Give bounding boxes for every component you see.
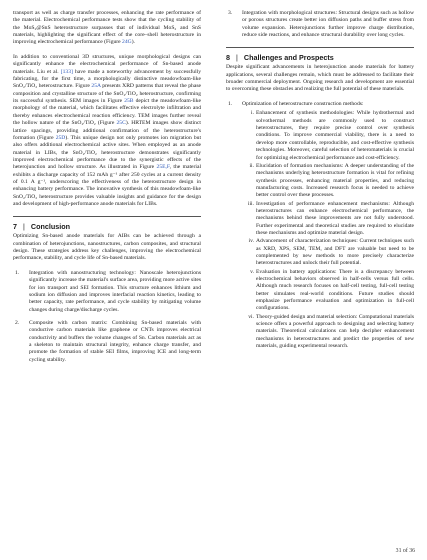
list-item-number: 2. bbox=[15, 320, 20, 327]
text-run: ). HRTEM images show distinct lattice spacings, providing additional confirmation of the heterostructure's formation (Figure bbox=[13, 120, 201, 141]
list-item-title: Optimization of heterostructure construction methods: bbox=[242, 101, 364, 108]
section-heading-challenges bbox=[226, 47, 414, 62]
sub-item-text: Elucidation of formation mechanisms: A deeper understanding of the mechanisms underlying heterostructure formation is vital for refining synthesis processes, enhancing material properties, and reducing manufacturing costs. Increased research focus is needed to achieve better control over these processes. bbox=[256, 162, 414, 199]
section-heading-conclusion bbox=[13, 216, 201, 231]
paragraph-meadowfoam bbox=[13, 54, 201, 208]
right-column bbox=[226, 10, 414, 356]
section-divider: | bbox=[23, 222, 25, 232]
sub-item-text: Investigation of performance enhancement mechanisms: Although heterostructures can enhance electrochemical performance, the mechanisms behind these improvements are not fully understood. Further experimental and theoretical studies are required to elucidate these mechanisms and optimize material design. bbox=[256, 200, 414, 236]
challenges-list bbox=[226, 101, 414, 350]
section-number: 7 bbox=[13, 222, 17, 232]
text-run: In addition to conventional 3D structures, unique morphological designs can significantly enhance the electrochemical performance of Sn-based anode materials. Liu et al. bbox=[13, 54, 201, 75]
list-item-number: 3. bbox=[228, 10, 233, 16]
section-number: 8 bbox=[226, 53, 230, 63]
paragraph-core-shell-text: transport as well as charge transfer processes, enhancing the rate performance of the material. Electrochemical performance tests show that the cycling stability of the MoS₂@SnS heterostructure surpasses that of individual MoS₂ and SnS materials, highlighting the significant effect of the core–shell heterostructure in improving electrochemical performance (Figure 24G). bbox=[13, 10, 201, 46]
sub-item-number: v. bbox=[250, 268, 254, 275]
sub-item-text: Evaluation in battery applications: There is a discrepancy between electrochemical behaviors observed in half-cells versus full cells. Although much research focuses on half-cell testing, full-cell testing better simulates real-world conditions. Future studies should emphasize performance evaluation and optimization in full-cell configurations. bbox=[256, 268, 414, 312]
conclusion-list-continued bbox=[226, 10, 414, 39]
figure-link-25d[interactable]: 25D bbox=[55, 134, 66, 141]
prospects-intro: Despite significant advancements in heterojunction anode materials for battery applications, several challenges remain, which must be addressed to facilitate their broader commercial deployment. Ongoing research and development are essential to overcoming these obstacles and realizing the full potential of these materials. bbox=[226, 64, 414, 93]
paragraph-core-shell bbox=[13, 10, 201, 47]
conclusion-list bbox=[13, 270, 201, 364]
list-item-text: Integration with nanostructuring technology: Nanoscale heterojunctions significantly increase the material's surface area, providing more active sites for ion transport and SEI formation. This structure enhances lithium and sodium ion diffusion and improves interfacial reaction kinetics, leading to better capacity, rate performance, and cycle stability by mitigating volume changes during charge/discharge cycles. bbox=[29, 270, 201, 313]
citation-link-133[interactable]: [133] bbox=[60, 68, 73, 75]
sub-item bbox=[248, 313, 414, 351]
text-run: ). This unique design not only promotes ion migration but also offers additional electrochemical active sites. When employed as an anode material in LIBs, the SnO₂/TiO₂ heterostructure demonstrates significantly improved electrochemical performance due to the synergistic effects of the heterojunction and hollow structure. As illustrated in Figure bbox=[13, 134, 201, 171]
text-run: have made a noteworthy advancement by successfully fabricating, for the first time, a morphologically distinctive meadowfoam-like SnO₂/TiO₂ heterostructure. Figure bbox=[13, 68, 201, 90]
sub-item-list bbox=[242, 110, 414, 350]
sub-item-number: ii. bbox=[249, 162, 254, 169]
section-divider: | bbox=[236, 53, 238, 63]
list-item-number: 1. bbox=[228, 101, 233, 108]
sub-item-number: i. bbox=[251, 110, 254, 117]
figure-link-25a[interactable]: 25A bbox=[91, 83, 101, 90]
list-item bbox=[15, 270, 201, 314]
sub-item-text: Advancement of characterization techniques: Current techniques such as XRD, XPS, SEM, TEM, and DFT are valuable but need to be complemented by new methods to more precisely characterize heterostructures and unlock their full potential. bbox=[256, 238, 414, 267]
section-title: Conclusion bbox=[30, 222, 71, 232]
sub-item-number: iii. bbox=[247, 200, 254, 207]
text-run: presents XRD patterns that reveal the phase composition and crystalline structure of the SnO₂/TiO₂ heterostructure, confirming its successful synthesis. SEM images in Figure bbox=[13, 83, 201, 105]
list-item-text: Composite with carbon matrix: Combining Sn-based materials with conductive carbon materials like graphene or CNTs improves electrical conductivity and buffers the volume changes of Sn. Carbon materials act as a skeleton to maintain structural integrity, enhance charge transfer, and promote the formation of stable SEI films, improving ICE and long-term cycling stability. bbox=[29, 320, 201, 363]
list-item bbox=[228, 101, 414, 350]
figure-link-25b[interactable]: 25B bbox=[124, 98, 134, 105]
sub-item bbox=[248, 238, 414, 267]
sub-item bbox=[251, 110, 414, 161]
left-column bbox=[13, 10, 201, 370]
sub-item bbox=[247, 200, 414, 238]
sub-item bbox=[249, 162, 414, 200]
figure-link-25ef[interactable]: 25E,F bbox=[156, 164, 170, 171]
sub-item-number: vi. bbox=[248, 313, 254, 320]
page-number: 31 of 36 bbox=[395, 548, 415, 554]
conclusion-intro: Optimizing Sn-based anode materials for AIBs can be achieved through a combination of heterojunctions, nanostructures, carbon composites, and structural design. These strategies address key challenges, improving the electrochemical performance, stability, and cycle life of Sn-based materials. bbox=[13, 233, 201, 262]
sub-item-text: Enhancement of synthesis methodologies: While hydrothermal and solvothermal methods are commonly used to construct heterostructures, they require precise control over synthesis conditions. To improve commercial viability, there is a need to develop more controllable, reproducible, and cost-effective synthesis technologies. Moreover, careful selection of heteromaterials is crucial for optimizing electrochemical performance and cost-efficiency. bbox=[256, 110, 414, 161]
sub-item-number: iv. bbox=[248, 238, 254, 245]
text-run: depict the meadowfoam-like morphology of the material, which facilitates effective electrolyte infiltration and thereby enhances electrochemical reaction efficiency. TEM images further reveal the hollow nature of the SnO₂/TiO₂ (Figure bbox=[13, 98, 202, 127]
text-run: , the material exhibits a discharge capacity of 152 mAh g⁻¹ after 250 cycles at a current density of 0.1 A g⁻¹, underscoring the effectiveness of the heterostructure design in enhancing battery performance. The innovative synthesis of this meadowfoam-like SnO₂/TiO₂ heterostructure provides valuable insights and guidance for the design and development of high-performance anode materials for LIBs. bbox=[13, 164, 201, 207]
section-title: Challenges and Prospects bbox=[243, 53, 334, 63]
sub-item bbox=[250, 268, 414, 313]
figure-link-24g[interactable]: 24G bbox=[122, 39, 132, 46]
figure-link-25c[interactable]: 25C bbox=[116, 120, 126, 127]
list-item bbox=[228, 10, 414, 39]
list-item-text: Integration with morphological structures: Structural designs such as hollow or porous structures create better ion diffusion paths and buffer stress from volume expansion. Heterojunctions further improve charge distribution, reduce side reactions, and enhance structural durability over long cycles. bbox=[242, 10, 414, 39]
list-item bbox=[15, 320, 201, 364]
sub-item-text: Theory-guided design and material selection: Computational materials science offers a powerful approach to designing and selecting battery materials. Theoretical calculations can help decipher enhancement mechanisms in heterostructures and predict the properties of new materials, guiding experimental research. bbox=[256, 313, 414, 350]
list-item-number: 1. bbox=[15, 270, 20, 276]
